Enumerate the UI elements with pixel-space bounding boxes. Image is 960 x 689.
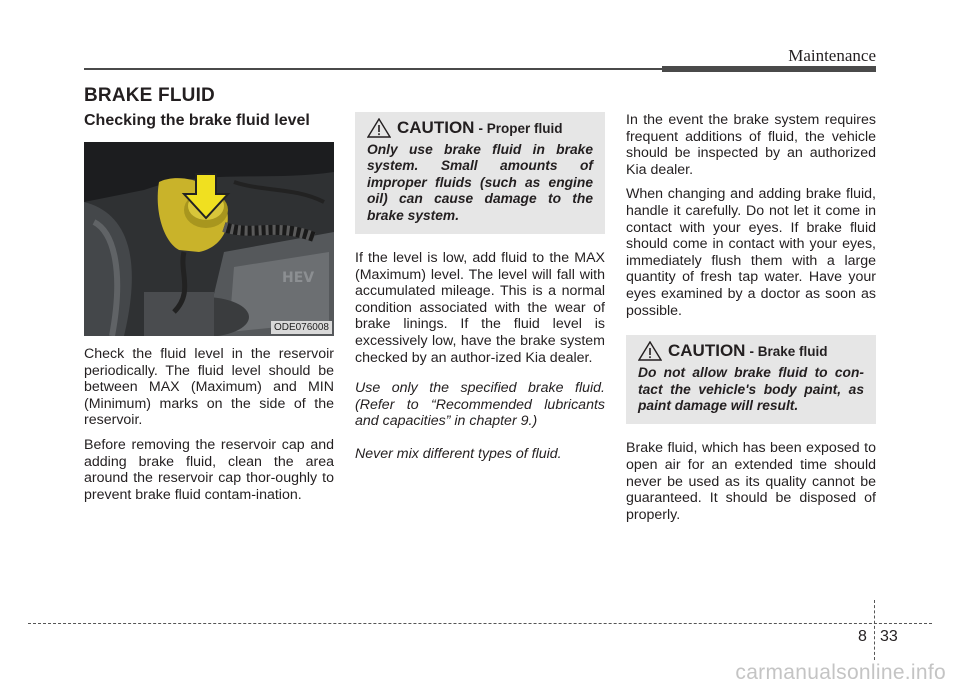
section-header: Maintenance <box>788 46 876 65</box>
paragraph: Check the fluid level in the reservoir periodically. The fluid level should be between MAX (Maximum) and MIN (Minimum) marks on the side of the reservoir. <box>84 346 334 429</box>
warning-triangle-icon <box>638 341 662 361</box>
caution-label: CAUTION <box>397 118 475 137</box>
paragraph: When changing and adding brake fluid, handle it carefully. Do not let it come in contact with your eyes. If brake fluid should come in contact with your eyes, immediately flush them with a large quantity of fresh tap water. Have your eyes examined by a doctor as soon as possible. <box>626 186 876 319</box>
paragraph: Before removing the reservoir cap and adding brake fluid, clean the area around the reservoir cap thor-oughly to prevent brake fluid contam-ination. <box>84 436 334 503</box>
column-left <box>84 112 334 511</box>
page-title: BRAKE FLUID <box>84 85 215 106</box>
warning-triangle-icon <box>367 118 391 138</box>
subtitle: Checking the brake fluid level <box>84 112 310 129</box>
engine-photo <box>84 142 334 336</box>
caution-text: Do not allow brake fluid to con-tact the vehicle's body paint, as paint damage will result. <box>638 365 864 413</box>
caution-box-proper-fluid <box>355 112 605 234</box>
paragraph: In the event the brake system requires frequent additions of fluid, the vehicle should be inspected by an authorized Kia dealer. <box>626 112 876 178</box>
page-number: 33 <box>880 628 898 645</box>
paragraph: Brake fluid, which has been exposed to open air for an extended time should never be used as its quality cannot be guaranteed. It should be disposed of properly. <box>626 440 876 523</box>
chapter-number: 8 <box>858 628 867 645</box>
caution-topic: - Brake fluid <box>749 343 828 359</box>
italic-note: Never mix different types of fluid. <box>355 445 562 462</box>
watermark: carmanualsonline.info <box>735 661 946 684</box>
footer-rule <box>28 623 932 624</box>
caution-box-brake-fluid <box>626 335 876 424</box>
caution-topic: - Proper fluid <box>478 120 563 136</box>
column-middle <box>355 112 605 471</box>
engine-illustration <box>84 142 334 336</box>
caution-text: Only use brake fluid in brake system. Small amounts of improper fluids (such as engine oil) can cause damage to the brake system. <box>367 142 593 223</box>
caution-label: CAUTION <box>668 341 746 361</box>
image-code: ODE076008 <box>271 321 332 334</box>
column-right <box>626 112 876 531</box>
svg-text:HEV: HEV <box>282 270 315 286</box>
header-rule-accent <box>662 66 876 72</box>
page-number-divider <box>874 600 875 660</box>
paragraph: If the level is low, add fluid to the MAX (Maximum) level. The level will fall with accumulated mileage. This is a normal condition associated with the wear of brake linings. If the fluid level is excessively low, have the brake system checked by an author-ized Kia dealer. <box>355 250 605 366</box>
italic-note: Use only the specified brake fluid. (Refer to “Recommended lubricants and capacities” in chapter 9.) <box>355 380 605 430</box>
